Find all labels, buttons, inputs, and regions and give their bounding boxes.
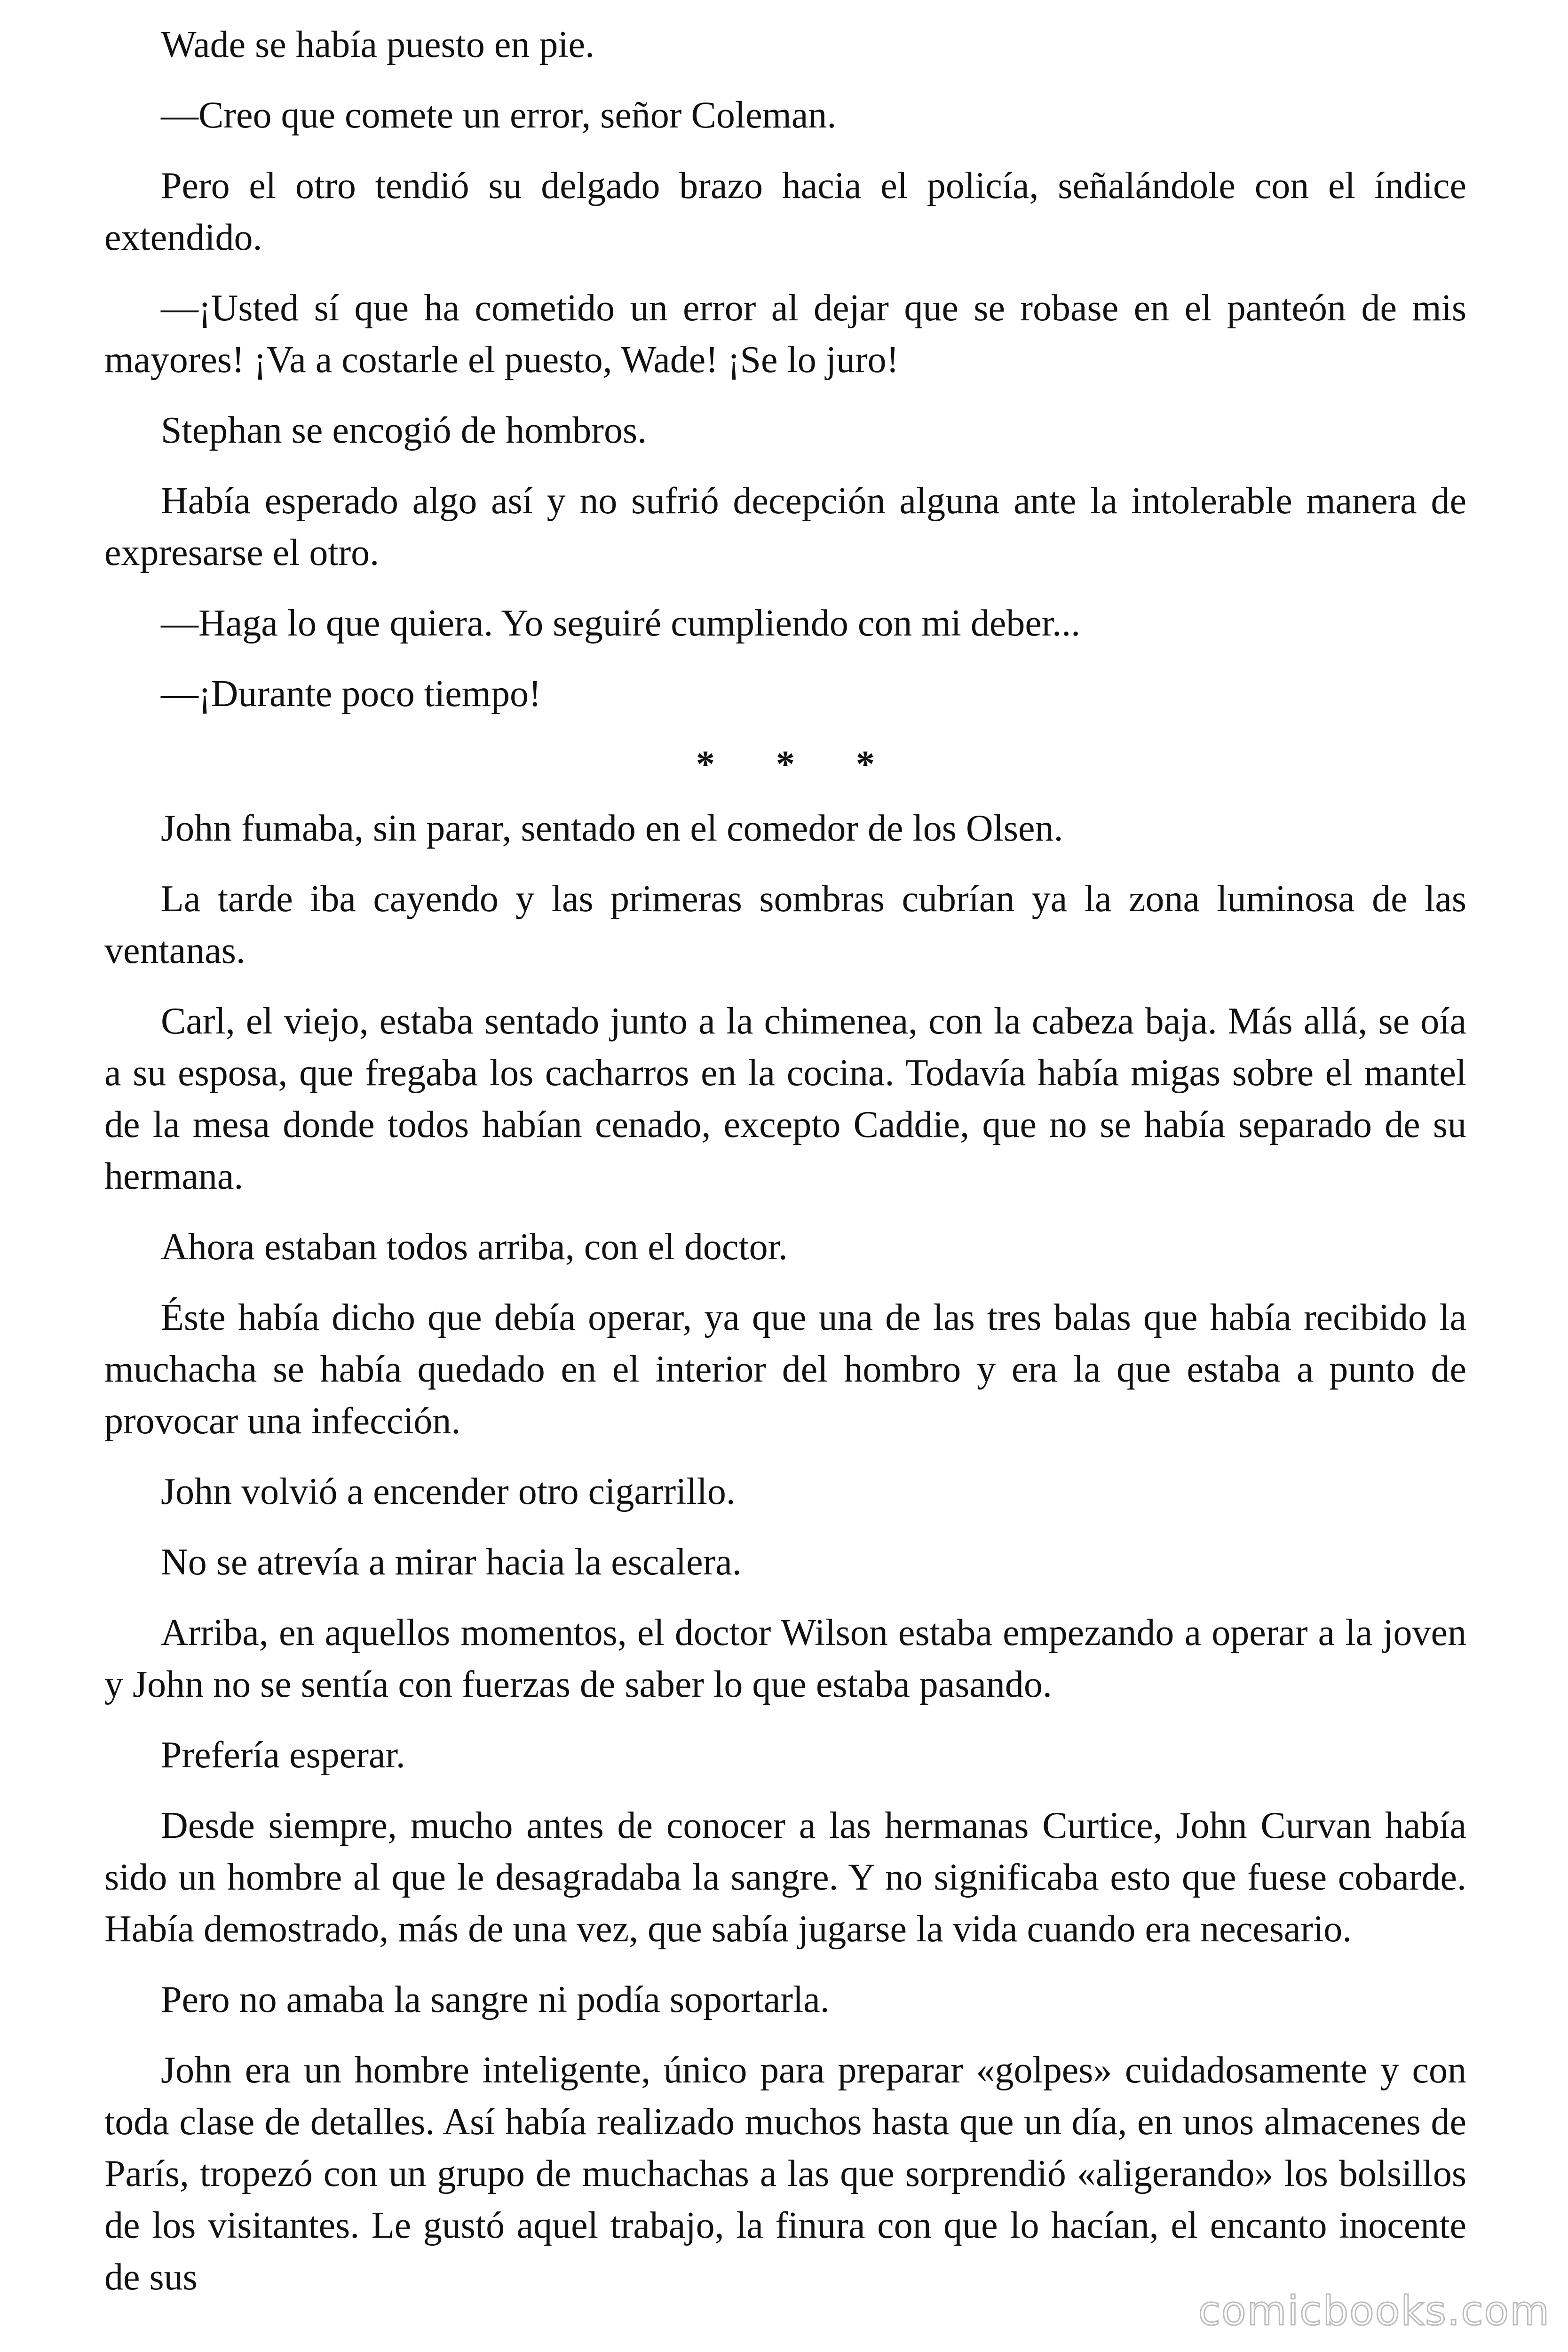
paragraph: —Creo que comete un error, señor Coleman. [161,95,837,136]
paragraph: La tarde iba cayendo y las primeras sombras cubrían ya la zona luminosa de las ventanas. [104,878,1466,971]
asterisk: * [776,744,795,785]
asterisk: * [856,744,875,785]
paragraph: Stephan se encogió de hombros. [161,410,647,451]
paragraph: Arriba, en aquellos momentos, el doctor Wilson estaba empezando a operar a la joven y John no se sentía con fuerzas de saber lo que estaba pasando. [104,1612,1466,1705]
asterisk: * [696,744,715,785]
paragraph: John era un hombre inteligente, único para preparar «golpes» cuidadosamente y con toda clase de detalles. Así había realizado muchos hasta que un día, en unos almacenes de París, tropezó con un grupo de muchachas a las que sorprendió «aligerando» los bolsillos de los visitantes. Le gustó aquel trabajo, la finura con que lo hacían, el encanto inocente de sus [104,2050,1466,2298]
paragraph: Pero no amaba la sangre ni podía soportarla. [161,1979,830,2020]
site-watermark: comicbooks.com [1198,2288,1550,2335]
paragraph: John fumaba, sin parar, sentado en el comedor de los Olsen. [161,808,1063,849]
paragraph: —Haga lo que quiera. Yo seguiré cumpliendo con mi deber... [161,603,1081,644]
paragraph: Desde siempre, mucho antes de conocer a las hermanas Curtice, John Curvan había sido un hombre al que le desagradaba la sangre. Y no significaba esto que fuese cobarde. Había demostrado, más de una vez, que sabía jugarse la vida cuando era necesario. [104,1805,1466,1950]
paragraph: Pero el otro tendió su delgado brazo hacia el policía, señalándole con el índice extendido. [104,165,1466,258]
body-text [104,19,1466,2322]
paragraph: Había esperado algo así y no sufrió decepción alguna ante la intolerable manera de expresarse el otro. [104,480,1466,573]
paragraph: Éste había dicho que debía operar, ya que una de las tres balas que había recibido la muchacha se había quedado en el interior del hombro y era la que estaba a punto de provocar una infección. [104,1297,1466,1442]
paragraph: Wade se había puesto en pie. [161,24,595,65]
paragraph: Carl, el viejo, estaba sentado junto a la chimenea, con la cabeza baja. Más allá, se oía a su esposa, que fregaba los cacharros en la cocina. Todavía había migas sobre el mantel de la mesa donde todos habían cenado, excepto Caddie, que no se había separado de su hermana. [104,1001,1466,1197]
paragraph: —¡Usted sí que ha cometido un error al dejar que se robase en el panteón de mis mayores! ¡Va a costarle el puesto, Wade! ¡Se lo juro! [104,287,1466,381]
paragraph: Prefería esperar. [161,1734,405,1776]
paragraph: —¡Durante poco tiempo! [161,673,541,715]
paragraph: John volvió a encender otro cigarrillo. [161,1471,736,1512]
paragraph: No se atrevía a mirar hacia la escalera. [161,1542,742,1583]
paragraph: Ahora estaban todos arriba, con el doctor. [161,1226,788,1268]
scene-break [104,739,1466,790]
